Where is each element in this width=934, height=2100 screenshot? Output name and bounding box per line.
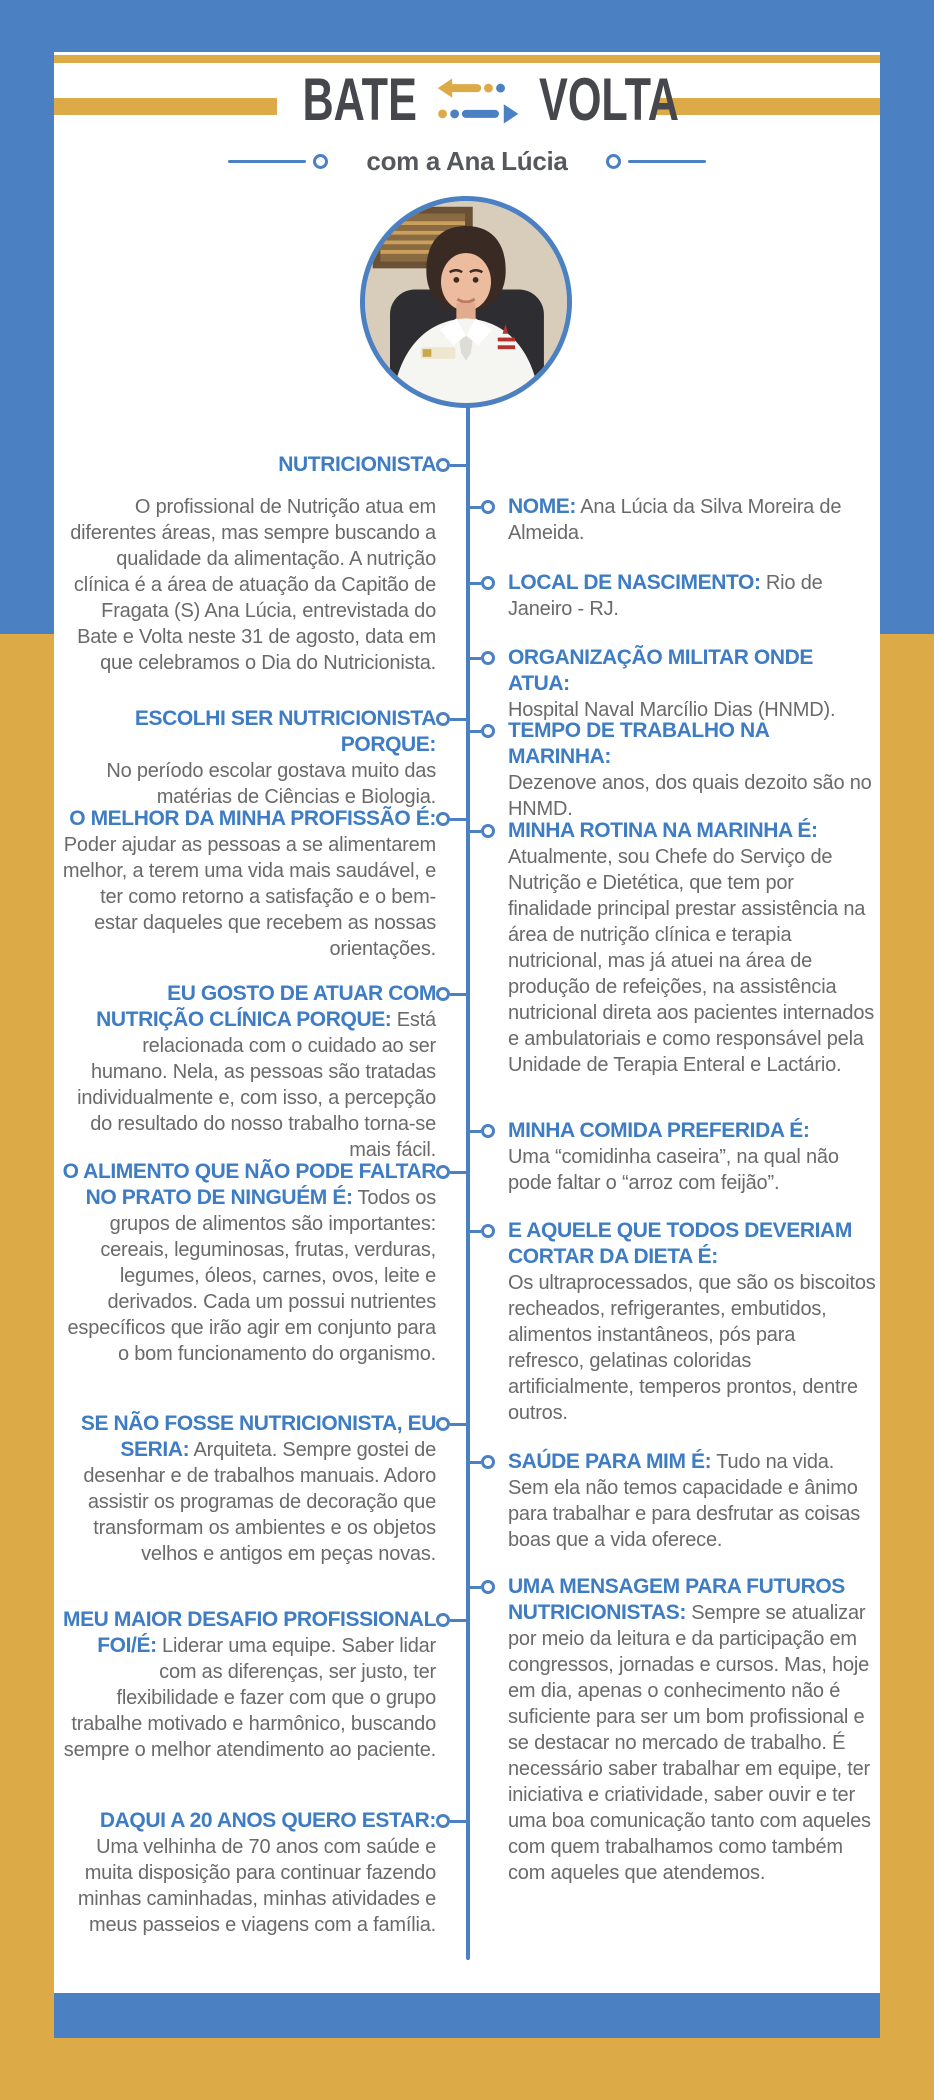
qa-section-escolhi: ESCOLHI SER NUTRICIONISTA PORQUE: No período escolar gostava muito das matérias de Ciências e Biologia. [62, 706, 436, 810]
qa-section-desafio: MEU MAIOR DESAFIO PROFISSIONAL FOI/É: Liderar uma equipe. Saber lidar com as diferenças, ser justo, ter flexibilidade e fazer com que o grupo trabalhe motivado e harmônico, buscando sempre o melhor atendimento ao paciente. [62, 1607, 436, 1763]
connector-node-icon [468, 724, 508, 738]
connector-node-icon [468, 1455, 508, 1469]
top-accent-bar [54, 55, 880, 63]
connector-node-icon [436, 987, 469, 1001]
subtitle-ring-left-icon [313, 154, 328, 169]
qa-section-se-nao-fosse: SE NÃO FOSSE NUTRICIONISTA, EU SERIA: Arquiteta. Sempre gostei de desenhar e de trabalhos manuais. Adoro assistir os programas de decoração que transformam os ambientes e os objetos velhos e antigos em peças novas. [62, 1411, 436, 1567]
title-rule-right [655, 98, 880, 115]
title-rule-left [54, 98, 277, 115]
right-border-gold [880, 634, 934, 2100]
connector-node-icon [436, 1814, 469, 1828]
subtitle-rule-right [628, 160, 706, 163]
connector-node-icon [468, 1580, 508, 1594]
connector-node-icon [436, 712, 469, 726]
page-title-bate: BATE [302, 66, 417, 133]
connector-node-icon [468, 500, 508, 514]
connector-node-icon [436, 1613, 469, 1627]
qa-section-organizacao-militar: ORGANIZAÇÃO MILITAR ONDE ATUA: Hospital Naval Marcílio Dias (HNMD). [508, 645, 876, 723]
qa-section-alimento: O ALIMENTO QUE NÃO PODE FALTAR NO PRATO DE NINGUÉM É: Todos os grupos de alimentos são importantes: cereais, leguminosas, frutas, verduras, legumes, óleos, carnes, ovos, leite e derivados. Cada um possui nutrientes específicos que irão agir em conjunto para o bom funcionamento do organismo. [62, 1159, 436, 1367]
connector-node-icon [468, 651, 508, 665]
qa-section-melhor-profissao: O MELHOR DA MINHA PROFISSÃO É: Poder ajudar as pessoas a se alimentarem melhor, a terem uma vida mais saudável, e ter como retorno a satisfação e o bem-estar daqueles que recebem as nossas orientações. [62, 806, 436, 962]
qa-section-saude: SAÚDE PARA MIM É: Tudo na vida. Sem ela não temos capacidade e ânimo para trabalhar e para desfrutar as coisas boas que a vida oferece. [508, 1449, 876, 1553]
qa-section-daqui-20-anos: DAQUI A 20 ANOS QUERO ESTAR: Uma velhinha de 70 anos com saúde e muita disposição para continuar fazendo minhas caminhadas, minhas atividades e meus passeios e viagens com a família. [62, 1808, 436, 1938]
top-border [0, 0, 934, 52]
connector-node-icon [468, 1124, 508, 1138]
qa-section-cortar-da-dieta: E AQUELE QUE TODOS DEVERIAM CORTAR DA DIETA É: Os ultraprocessados, que são os biscoitos recheados, refrigerantes, embutidos, alimentos instantâneos, pós para refresco, gelatinas coloridas artificialmente, temperos prontos, dentre outros. [508, 1218, 876, 1426]
subtitle-row [0, 146, 934, 176]
bottom-border [0, 2038, 934, 2100]
left-border-blue [0, 52, 54, 634]
qa-section-mensagem-futuros: UMA MENSAGEM PARA FUTUROS NUTRICIONISTAS: Sempre se atualizar por meio da leitura e da participação em congressos, jornadas e cursos. Mas, hoje em dia, apenas o conhecimento não é suficiente para ser um bom profissional e se destacar no mercado de trabalho. É necessário saber trabalhar em equipe, ter iniciativa e criatividade, saber ouvir e ter uma boa comunicação tanto com aqueles com quem trabalhamos como também com aqueles que atendemos. [508, 1574, 876, 1886]
qa-section-nutricionista: NUTRICIONISTA O profissional de Nutrição atua em diferentes áreas, mas sempre buscando a qualidade da alimentação. A nutrição clínica é a área de atuação da Capitão de Fragata (S) Ana Lúcia, entrevistada do Bate e Volta neste 31 de agosto, data em que celebramos o Dia do Nutricionista. [62, 452, 436, 676]
qa-section-nome: NOME: Ana Lúcia da Silva Moreira de Almeida. [508, 494, 876, 546]
qa-section-comida-preferida: MINHA COMIDA PREFERIDA É: Uma “comidinha caseira”, na qual não pode faltar o “arroz com feijão”. [508, 1118, 876, 1196]
subtitle-ring-right-icon [606, 154, 621, 169]
connector-node-icon [468, 1224, 508, 1238]
right-border-blue [880, 52, 934, 634]
subtitle: com a Ana Lúcia [366, 145, 568, 176]
subtitle-rule-left [228, 160, 306, 163]
qa-section-nutricao-clinica: EU GOSTO DE ATUAR COM NUTRIÇÃO CLÍNICA PORQUE: Está relacionada com o cuidado ao ser humano. Nela, as pessoas são tratadas individualmente e, com isso, a percepção do resultado do nosso trabalho torna-se mais fácil. [62, 981, 436, 1163]
qa-section-tempo-marinha: TEMPO DE TRABALHO NA MARINHA: Dezenove anos, dos quais dezoito são no HNMD. [508, 718, 876, 822]
connector-node-icon [436, 1165, 469, 1179]
connector-node-icon [436, 812, 469, 826]
page-title-volta: VOLTA [539, 66, 679, 133]
portrait-photo [360, 196, 572, 408]
connector-node-icon [468, 824, 508, 838]
connector-node-icon [436, 1417, 469, 1431]
qa-section-rotina-marinha: MINHA ROTINA NA MARINHA É: Atualmente, sou Chefe do Serviço de Nutrição e Dietética, que tem por finalidade principal prestar assistência na área de nutrição clínica e terapia nutricional, mas já atuei na área de produção de refeições, na assistência nutricional direta aos pacientes internados e ambulatoriais e como responsável pela Unidade de Terapia Enteral e Lactário. [508, 818, 876, 1078]
connector-node-icon [468, 576, 508, 590]
connector-node-icon [436, 458, 469, 472]
left-border-gold [0, 634, 54, 2100]
timeline-spine [466, 403, 470, 1960]
bottom-accent-bar [54, 1993, 880, 2038]
swap-arrows-icon [426, 72, 530, 130]
qa-section-local-nascimento: LOCAL DE NASCIMENTO: Rio de Janeiro - RJ. [508, 570, 876, 622]
